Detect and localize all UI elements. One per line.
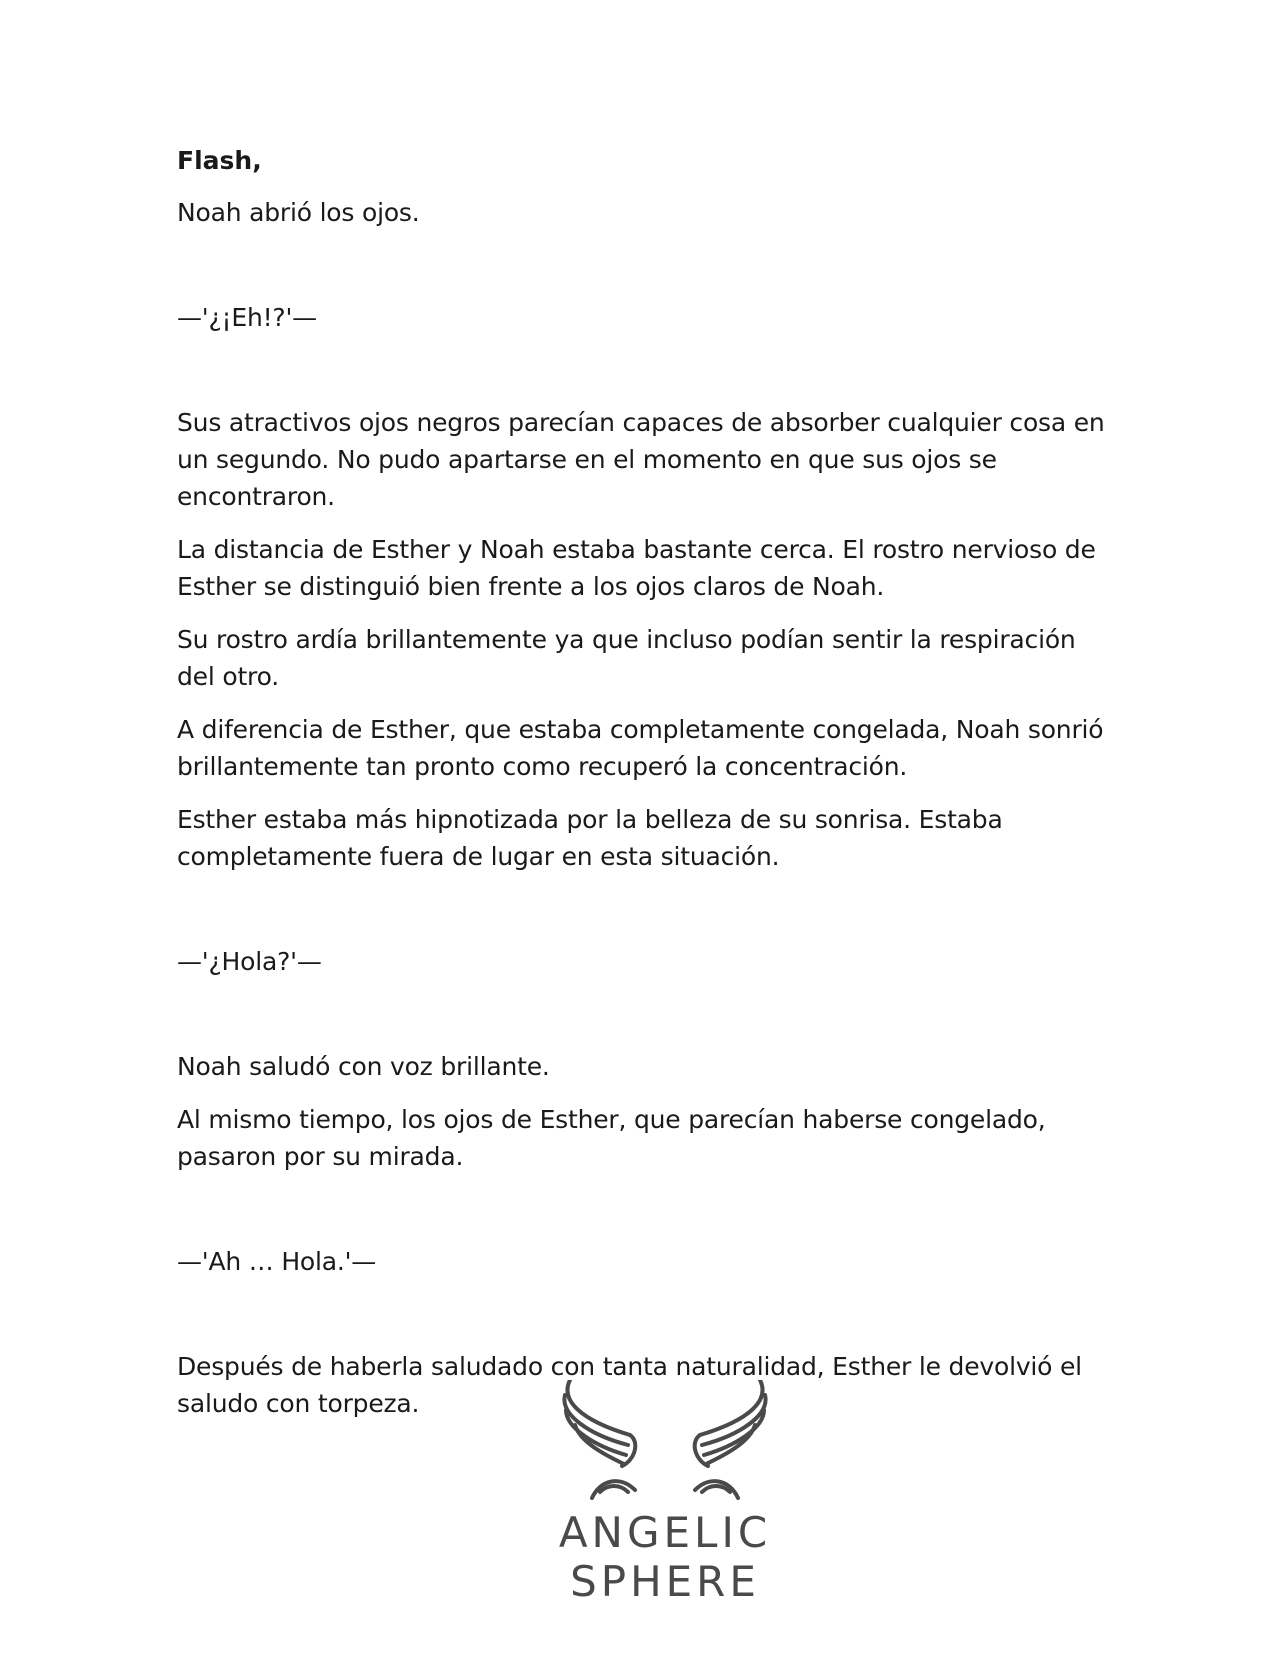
paragraph: Noah saludó con voz brillante.	[177, 1052, 550, 1081]
watermark	[500, 1380, 830, 1606]
paragraph: Después de haberla saludado con tanta naturalidad, Esther le devolvió el saludo con torpeza.	[177, 1352, 1082, 1418]
paragraph: Noah abrió los ojos.	[177, 198, 420, 227]
document-body	[177, 142, 1117, 1438]
paragraph: Esther estaba más hipnotizada por la belleza de su sonrisa. Estaba completamente fuera de lugar en esta situación.	[177, 805, 1003, 871]
paragraph: La distancia de Esther y Noah estaba bastante cerca. El rostro nervioso de Esther se distinguió bien frente a los ojos claros de Noah.	[177, 535, 1096, 601]
document-heading: Flash,	[177, 146, 262, 175]
angel-wings-icon	[500, 1380, 830, 1500]
paragraph: Su rostro ardía brillantemente ya que incluso podían sentir la respiración del otro.	[177, 625, 1076, 691]
paragraph: Al mismo tiempo, los ojos de Esther, que parecían haberse congelado, pasaron por su mirada.	[177, 1105, 1046, 1171]
dialogue-line: —'Ah … Hola.'—	[177, 1247, 377, 1276]
dialogue-line: —'¿Hola?'—	[177, 947, 322, 976]
paragraph: A diferencia de Esther, que estaba completamente congelada, Noah sonrió brillantemente tan pronto como recuperó la concentración.	[177, 715, 1104, 781]
dialogue-line: —'¿¡Eh!?'—	[177, 303, 317, 332]
paragraph: Sus atractivos ojos negros parecían capaces de absorber cualquier cosa en un segundo. No pudo apartarse en el momento en que sus ojos se encontraron.	[177, 408, 1105, 511]
watermark-text: ANGELIC SPHERE	[558, 1508, 772, 1606]
